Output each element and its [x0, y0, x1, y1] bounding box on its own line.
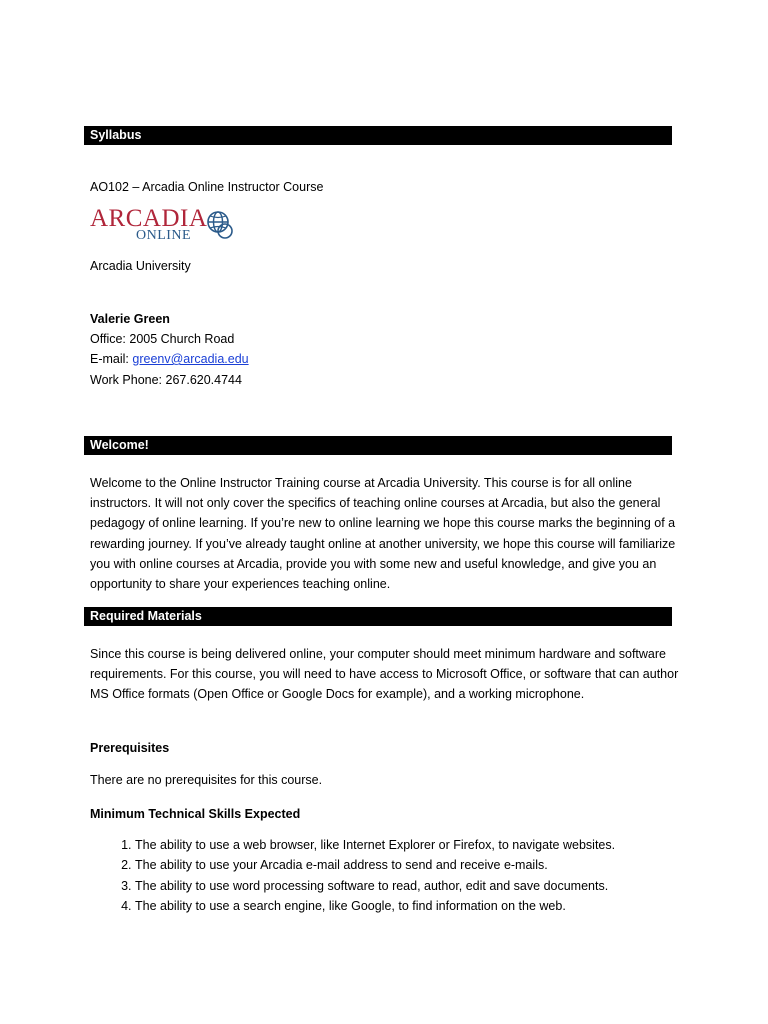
- section-header-materials: Required Materials: [84, 607, 672, 626]
- materials-paragraph: Since this course is being delivered online, your computer should meet minimum hardware and software requirements. For this course, you will need to have access to Microsoft Office, or software that can author MS Office formats (Open Office or Google Docs for example), and a working microphone.: [90, 647, 679, 702]
- list-item: 4. The ability to use a search engine, like Google, to find information on the web.: [135, 896, 695, 916]
- skills-heading: Minimum Technical Skills Expected: [90, 807, 301, 821]
- arcadia-online-logo: [90, 206, 240, 246]
- email-link[interactable]: greenv@arcadia.edu: [132, 352, 249, 366]
- skills-list: [90, 835, 695, 916]
- prerequisites-heading: Prerequisites: [90, 741, 170, 755]
- university-name: Arcadia University: [90, 259, 191, 273]
- email-label: E-mail:: [90, 352, 133, 366]
- instructor-email-row: [90, 349, 249, 369]
- instructor-name: Valerie Green: [90, 312, 170, 326]
- instructor-office: Office: 2005 Church Road: [90, 332, 235, 346]
- globe-icon: [204, 208, 236, 242]
- section-header-syllabus: Syllabus: [84, 126, 672, 145]
- section-header-welcome: Welcome!: [84, 436, 672, 455]
- prerequisites-text: There are no prerequisites for this course.: [90, 773, 323, 787]
- logo-wordmark: ARCADIA: [90, 205, 208, 232]
- list-item: 2. The ability to use your Arcadia e-mail address to send and receive e-mails.: [135, 855, 695, 875]
- welcome-paragraph: Welcome to the Online Instructor Training course at Arcadia University. This course is for all online instructors. It will not only cover the specifics of teaching online courses at Arcadia, but also the general pedagogy of online learning. If you’re new to online learning we hope this course marks the beginning of a rewarding journey. If you’ve already taught online at another university, we hope this course will familiarize you with online courses at Arcadia, provide you with some new and useful knowledge, and give you an opportunity to share your experiences teaching online.: [90, 476, 676, 592]
- instructor-phone: Work Phone: 267.620.4744: [90, 373, 242, 387]
- course-title: AO102 – Arcadia Online Instructor Course: [90, 180, 324, 194]
- list-item: 1. The ability to use a web browser, like Internet Explorer or Firefox, to navigate websites.: [135, 835, 695, 855]
- list-item: 3. The ability to use word processing software to read, author, edit and save documents.: [135, 876, 695, 896]
- logo-subtitle: ONLINE: [136, 228, 192, 243]
